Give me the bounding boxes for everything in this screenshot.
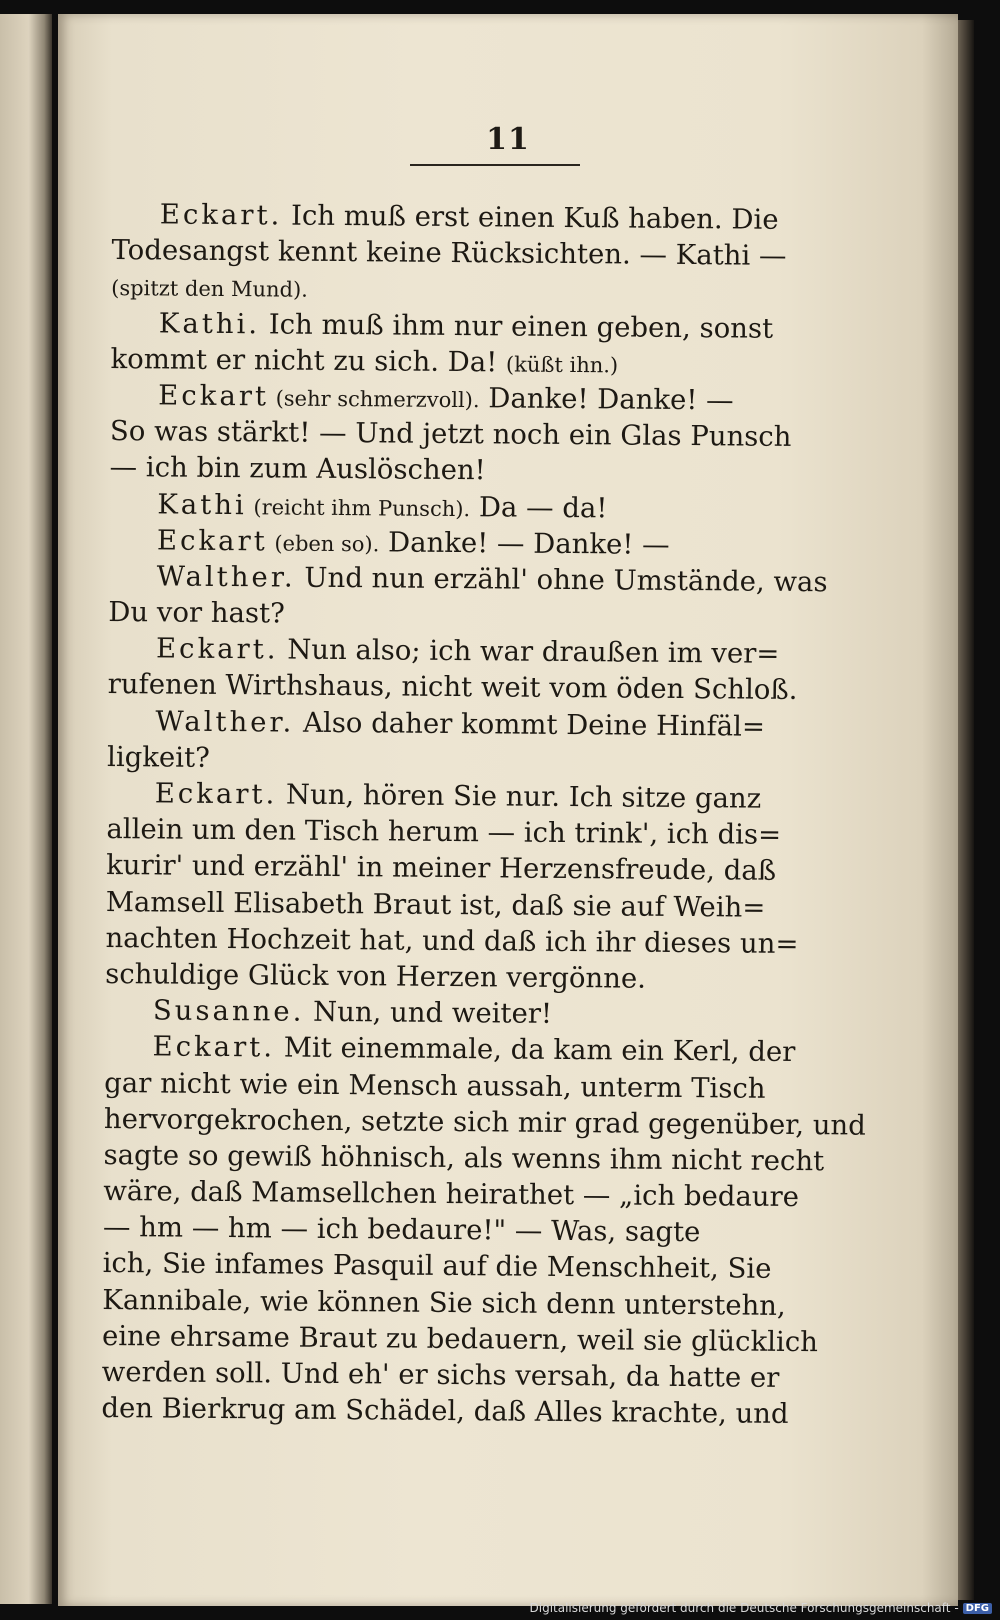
text-line (104, 1064, 866, 1107)
speaker-name: Walther. (156, 560, 296, 594)
speaker-name: Eckart (156, 524, 268, 558)
line-text: Ich muß erst einen Kuß haben. Die (282, 199, 779, 236)
line-text: — hm — hm — ich bedaure!" — Was, sagte (102, 1211, 701, 1249)
speaker-name: Walther. (155, 705, 295, 739)
speaker-name: Eckart (158, 379, 270, 413)
line-text: gar nicht wie ein Mensch aussah, unterm Tisch (104, 1066, 766, 1105)
text-line (106, 884, 868, 927)
line-text: sagte so gewiß höhnisch, als wenns ihm nicht recht (103, 1138, 825, 1178)
text-line (107, 703, 869, 746)
digitization-credit (530, 1601, 993, 1615)
line-text: So was stärkt! — Und jetzt noch ein Glas Punsch (109, 415, 792, 454)
dfg-logo: DFG (963, 1603, 992, 1614)
text-line (111, 305, 873, 348)
line-text: nachten Hochzeit hat, und daß ich ihr dieses un= (105, 921, 799, 960)
speaker-name: Kathi (157, 487, 247, 521)
line-text: Danke! Danke! — (479, 382, 734, 417)
line-text: — ich bin zum Auslöschen! (109, 451, 486, 487)
line-text: Und nun erzähl' ohne Umstände, was (295, 561, 828, 599)
stage-direction: (eben so). (267, 531, 380, 557)
text-line (101, 1390, 863, 1433)
line-text: ich, Sie infames Pasquil auf die Menschheit, Sie (102, 1247, 772, 1286)
line-text: Du vor hast? (108, 596, 286, 630)
line-text: Danke! — Danke! — (379, 526, 670, 561)
text-line (104, 1028, 866, 1071)
facing-page-edge (0, 14, 52, 1604)
line-text: werden soll. Und eh' er sichs versah, da hatte er (101, 1355, 780, 1394)
speaker-name: Kathi. (158, 306, 261, 340)
credit-text: Digitalisierung gefördert durch die Deutsche Forschungsgemeinschaft - (529, 1601, 959, 1615)
stage-direction: (spitzt den Mund). (111, 276, 308, 303)
line-text: hervorgekrochen, setzte sich mir grad gegenüber, und (103, 1102, 866, 1142)
speaker-name: Eckart. (159, 198, 283, 232)
text-line (106, 847, 868, 890)
line-text: Nun, und weiter! (304, 995, 553, 1030)
line-text: Todesangst kennt keine Rücksichten. — Kathi — (111, 234, 787, 273)
line-text: allein um den Tisch herum — ich trink', ich dis= (106, 813, 782, 852)
stage-direction: (sehr schmerzvoll). (268, 386, 480, 413)
line-text: rufenen Wirthshaus, nicht weit vom öden Schloß. (107, 668, 798, 707)
body-text (101, 196, 874, 1433)
line-text: eine ehrsame Braut zu bedauern, weil sie glücklich (101, 1319, 819, 1359)
line-text: Mamsell Elisabeth Braut ist, daß sie auf Weih= (105, 885, 766, 924)
speaker-name: Susanne. (152, 994, 305, 1028)
stage-direction: (küßt ihn.) (505, 352, 619, 378)
speaker-name: Eckart. (154, 777, 278, 811)
line-text: Nun, hören Sie nur. Ich sitze ganz (277, 778, 762, 815)
page-number: 11 (486, 122, 530, 157)
line-text: den Bierkrug am Schädel, daß Alles krachte, und (101, 1392, 789, 1431)
line-text: Da — da! (470, 490, 608, 524)
line-text: Ich muß ihm nur einen geben, sonst (260, 307, 774, 345)
line-text: Kannibale, wie können Sie sich denn unterstehn, (102, 1283, 786, 1322)
line-text: kurir' und erzähl' in meiner Herzensfreude, daß (106, 849, 777, 888)
line-text: ligkeit? (106, 740, 210, 774)
speaker-name: Eckart. (155, 632, 279, 666)
text-line (103, 1245, 865, 1288)
text-line (111, 268, 873, 311)
line-text: wäre, daß Mamsellchen heirathet — „ich bedaure (103, 1175, 800, 1214)
speaker-name: Eckart. (152, 1030, 276, 1064)
line-text: Mit einemmale, da kam ein Kerl, der (274, 1031, 796, 1069)
text-line (108, 666, 870, 709)
stage-direction: (reicht ihm Punsch). (246, 494, 471, 521)
page-edge-shadow (958, 20, 974, 1600)
text-line (109, 449, 871, 492)
page-number-rule (410, 164, 580, 166)
text-line (109, 485, 871, 528)
line-text: Also daher kommt Deine Hinfäl= (294, 706, 766, 743)
line-text: kommt er nicht zu sich. Da! (110, 342, 507, 379)
line-text: Nun also; ich war draußen im ver= (278, 633, 780, 671)
line-text: schuldige Glück von Herzen vergönne. (105, 957, 647, 995)
